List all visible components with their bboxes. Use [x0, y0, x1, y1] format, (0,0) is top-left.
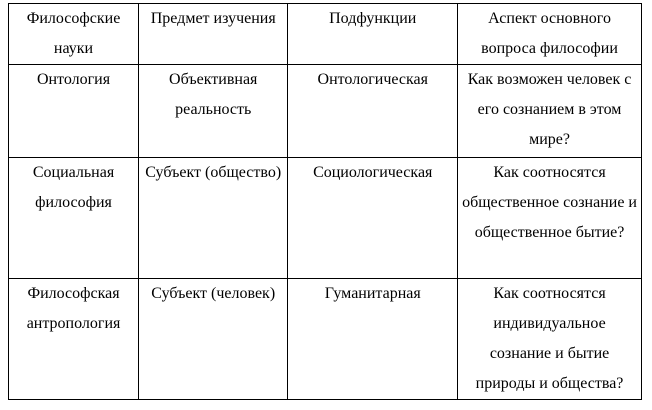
table-cell	[458, 65, 642, 158]
table-cell	[139, 279, 288, 400]
table-cell	[139, 158, 288, 279]
cell-text: Как возможен человек с его сознанием в этом мире?	[467, 71, 632, 148]
cell-text: Социальная философия	[32, 164, 115, 211]
cell-text: Онтологическая	[317, 71, 428, 88]
philosophy-table	[8, 3, 642, 400]
header-cell-subfunctions	[288, 4, 458, 65]
cell-text: Гуманитарная	[324, 285, 421, 302]
table-row	[9, 158, 642, 279]
cell-text: Философская антропология	[26, 285, 121, 332]
table-cell	[9, 279, 139, 400]
header-cell-subject	[139, 4, 288, 65]
table-cell	[458, 158, 642, 279]
cell-text: Субъект (общество)	[145, 164, 282, 181]
header-text: Предмет изучения	[150, 10, 276, 27]
table-cell	[288, 158, 458, 279]
cell-text: Объективная реальность	[169, 71, 258, 118]
table-cell	[9, 158, 139, 279]
table-cell	[9, 65, 139, 158]
table-header-row	[9, 4, 642, 65]
table-cell	[288, 65, 458, 158]
header-cell-sciences	[9, 4, 139, 65]
table-cell	[458, 279, 642, 400]
cell-text: Как соотносятся индивидуальное сознание и бытие природы и общества?	[475, 285, 624, 392]
cell-text: Онтология	[36, 71, 111, 88]
table-row	[9, 65, 642, 158]
cell-text: Как соотносятся общественное сознание и общественное бытие?	[462, 164, 637, 241]
header-text: Философские науки	[26, 10, 121, 57]
header-cell-aspect	[458, 4, 642, 65]
table-cell	[288, 279, 458, 400]
cell-text: Социологическая	[313, 164, 433, 181]
table-cell	[139, 65, 288, 158]
table-row	[9, 279, 642, 400]
header-text: Подфункции	[329, 10, 417, 27]
cell-text: Субъект (человек)	[151, 285, 276, 302]
header-text: Аспект основного вопроса философии	[481, 10, 618, 57]
